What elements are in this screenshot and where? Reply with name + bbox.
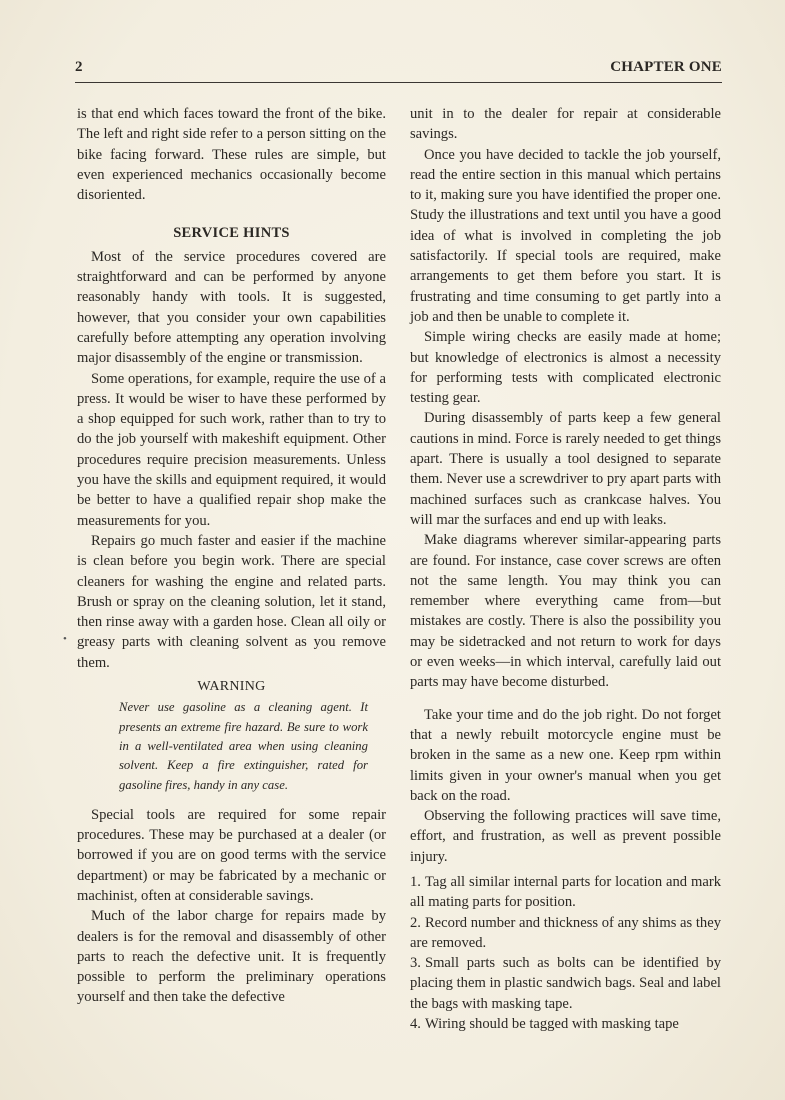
right-column [410, 104, 721, 1034]
list-text: Wiring should be tagged with masking tape [424, 1016, 679, 1033]
list-text: Record number and thickness of any shims as they are removed. [410, 914, 721, 951]
margin-mark: • [63, 633, 67, 645]
list-number: 2. [410, 914, 421, 931]
paragraph: is that end which faces toward the front of the bike. The left and right side refer to a person sitting on the bike facing forward. These rules are simple, but even experienced mechanics occasionally become disoriented. [77, 106, 386, 204]
list-item [410, 872, 721, 913]
list-number: 4. [410, 1016, 421, 1033]
paragraph: During disassembly of parts keep a few general cautions in mind. Force is rarely needed to get things apart. There is usually a tool designed to separate them. Never use a screwdriver to pry apart parts with machined surfaces such as crankcase halves. You will mar the surfaces and end up with leaks. [410, 410, 721, 528]
page-number: 2 [75, 59, 83, 75]
list-item [410, 1014, 721, 1034]
warning-heading: WARNING [197, 679, 266, 695]
list-item [410, 953, 721, 1014]
left-column [77, 104, 386, 1008]
paragraph: Once you have decided to tackle the job yourself, read the entire section in this manual which pertains to it, making sure you have identified the proper one. Study the illustrations and text until you have a good idea of what is involved in completing the job satisfactorily. If special tools are required, make arrangements to get them before you start. It is frustrating and time consuming to get partly into a job and then be unable to complete it. [410, 146, 721, 325]
chapter-title: CHAPTER ONE [610, 59, 722, 75]
paragraph: Some operations, for example, require the use of a press. It would be wiser to have these performed by a shop equipped for such work, rather than to try to do the job yourself with makeshift equipment. Other procedures require precision measurements. Unless you have the skills and equipment required, it would be better to have a qualified repair shop make the measurements for you. [77, 370, 386, 529]
list-text: Tag all similar internal parts for location and mark all mating parts for position. [410, 873, 721, 911]
page-header [75, 58, 722, 83]
paragraph: Special tools are required for some repair procedures. These may be purchased at a dealer (or borrowed if you are on good terms with the service department) or may be fabricated by a mechanic or machinist, often at considerable savings. [77, 806, 386, 904]
paragraph-gap [410, 693, 721, 705]
paragraph: Most of the service procedures covered are straightforward and can be performed by anyone reasonably handy with tools. It is suggested, however, that you consider your own capabilities carefully before attempting any operation involving major disassembly of the engine or transmission. [77, 248, 386, 367]
paragraph: Much of the labor charge for repairs made by dealers is for the removal and disassembly of other parts to reach the defective unit. It is frequently possible to perform the preliminary operations yourself and then take the defective [77, 908, 386, 1006]
paragraph: Repairs go much faster and easier if the machine is clean before you begin work. There are special cleaners for washing the engine and related parts. Brush or spray on the cleaning solution, let it stand, then rinse away with a garden hose. Clean all oily or greasy parts with cleaning solvent as you remove them. [77, 532, 386, 671]
paragraph: Observing the following practices will save time, effort, and frustration, as well as prevent possible injury. [410, 808, 721, 865]
list-number: 1. [410, 873, 421, 890]
list-number: 3. [410, 955, 421, 972]
list-text: Small parts such as bolts can be identified by placing them in plastic sandwich bags. Seal and label the bags with masking tape. [410, 955, 721, 1012]
paragraph: Make diagrams wherever similar-appearing parts are found. For instance, case cover screws are often not the same length. You may think you can remember where everything came from—but mistakes are costly. There is also the possibility you may be sidetracked and not return to work for days or even weeks—in which interval, carefully laid out parts may have become disturbed. [410, 532, 721, 691]
paragraph: unit in to the dealer for repair at considerable savings. [410, 106, 721, 143]
section-heading-service-hints: SERVICE HINTS [173, 225, 290, 242]
paragraph: Take your time and do the job right. Do not forget that a newly rebuilt motorcycle engine must be broken in the same as a new one. Keep rpm within limits given in your owner's manual when you get back on the road. [410, 706, 721, 804]
paragraph: Simple wiring checks are easily made at home; but knowledge of electronics is almost a necessity for performing tests with complicated electronic testing gear. [410, 329, 721, 407]
warning-text: Never use gasoline as a cleaning agent. It presents an extreme fire hazard. Be sure to work in a well-ventilated area when using cleaning solvent. Keep a fire extinguisher, rated for gasoline fires, handy in any case. [119, 700, 368, 792]
list-item [410, 913, 721, 954]
